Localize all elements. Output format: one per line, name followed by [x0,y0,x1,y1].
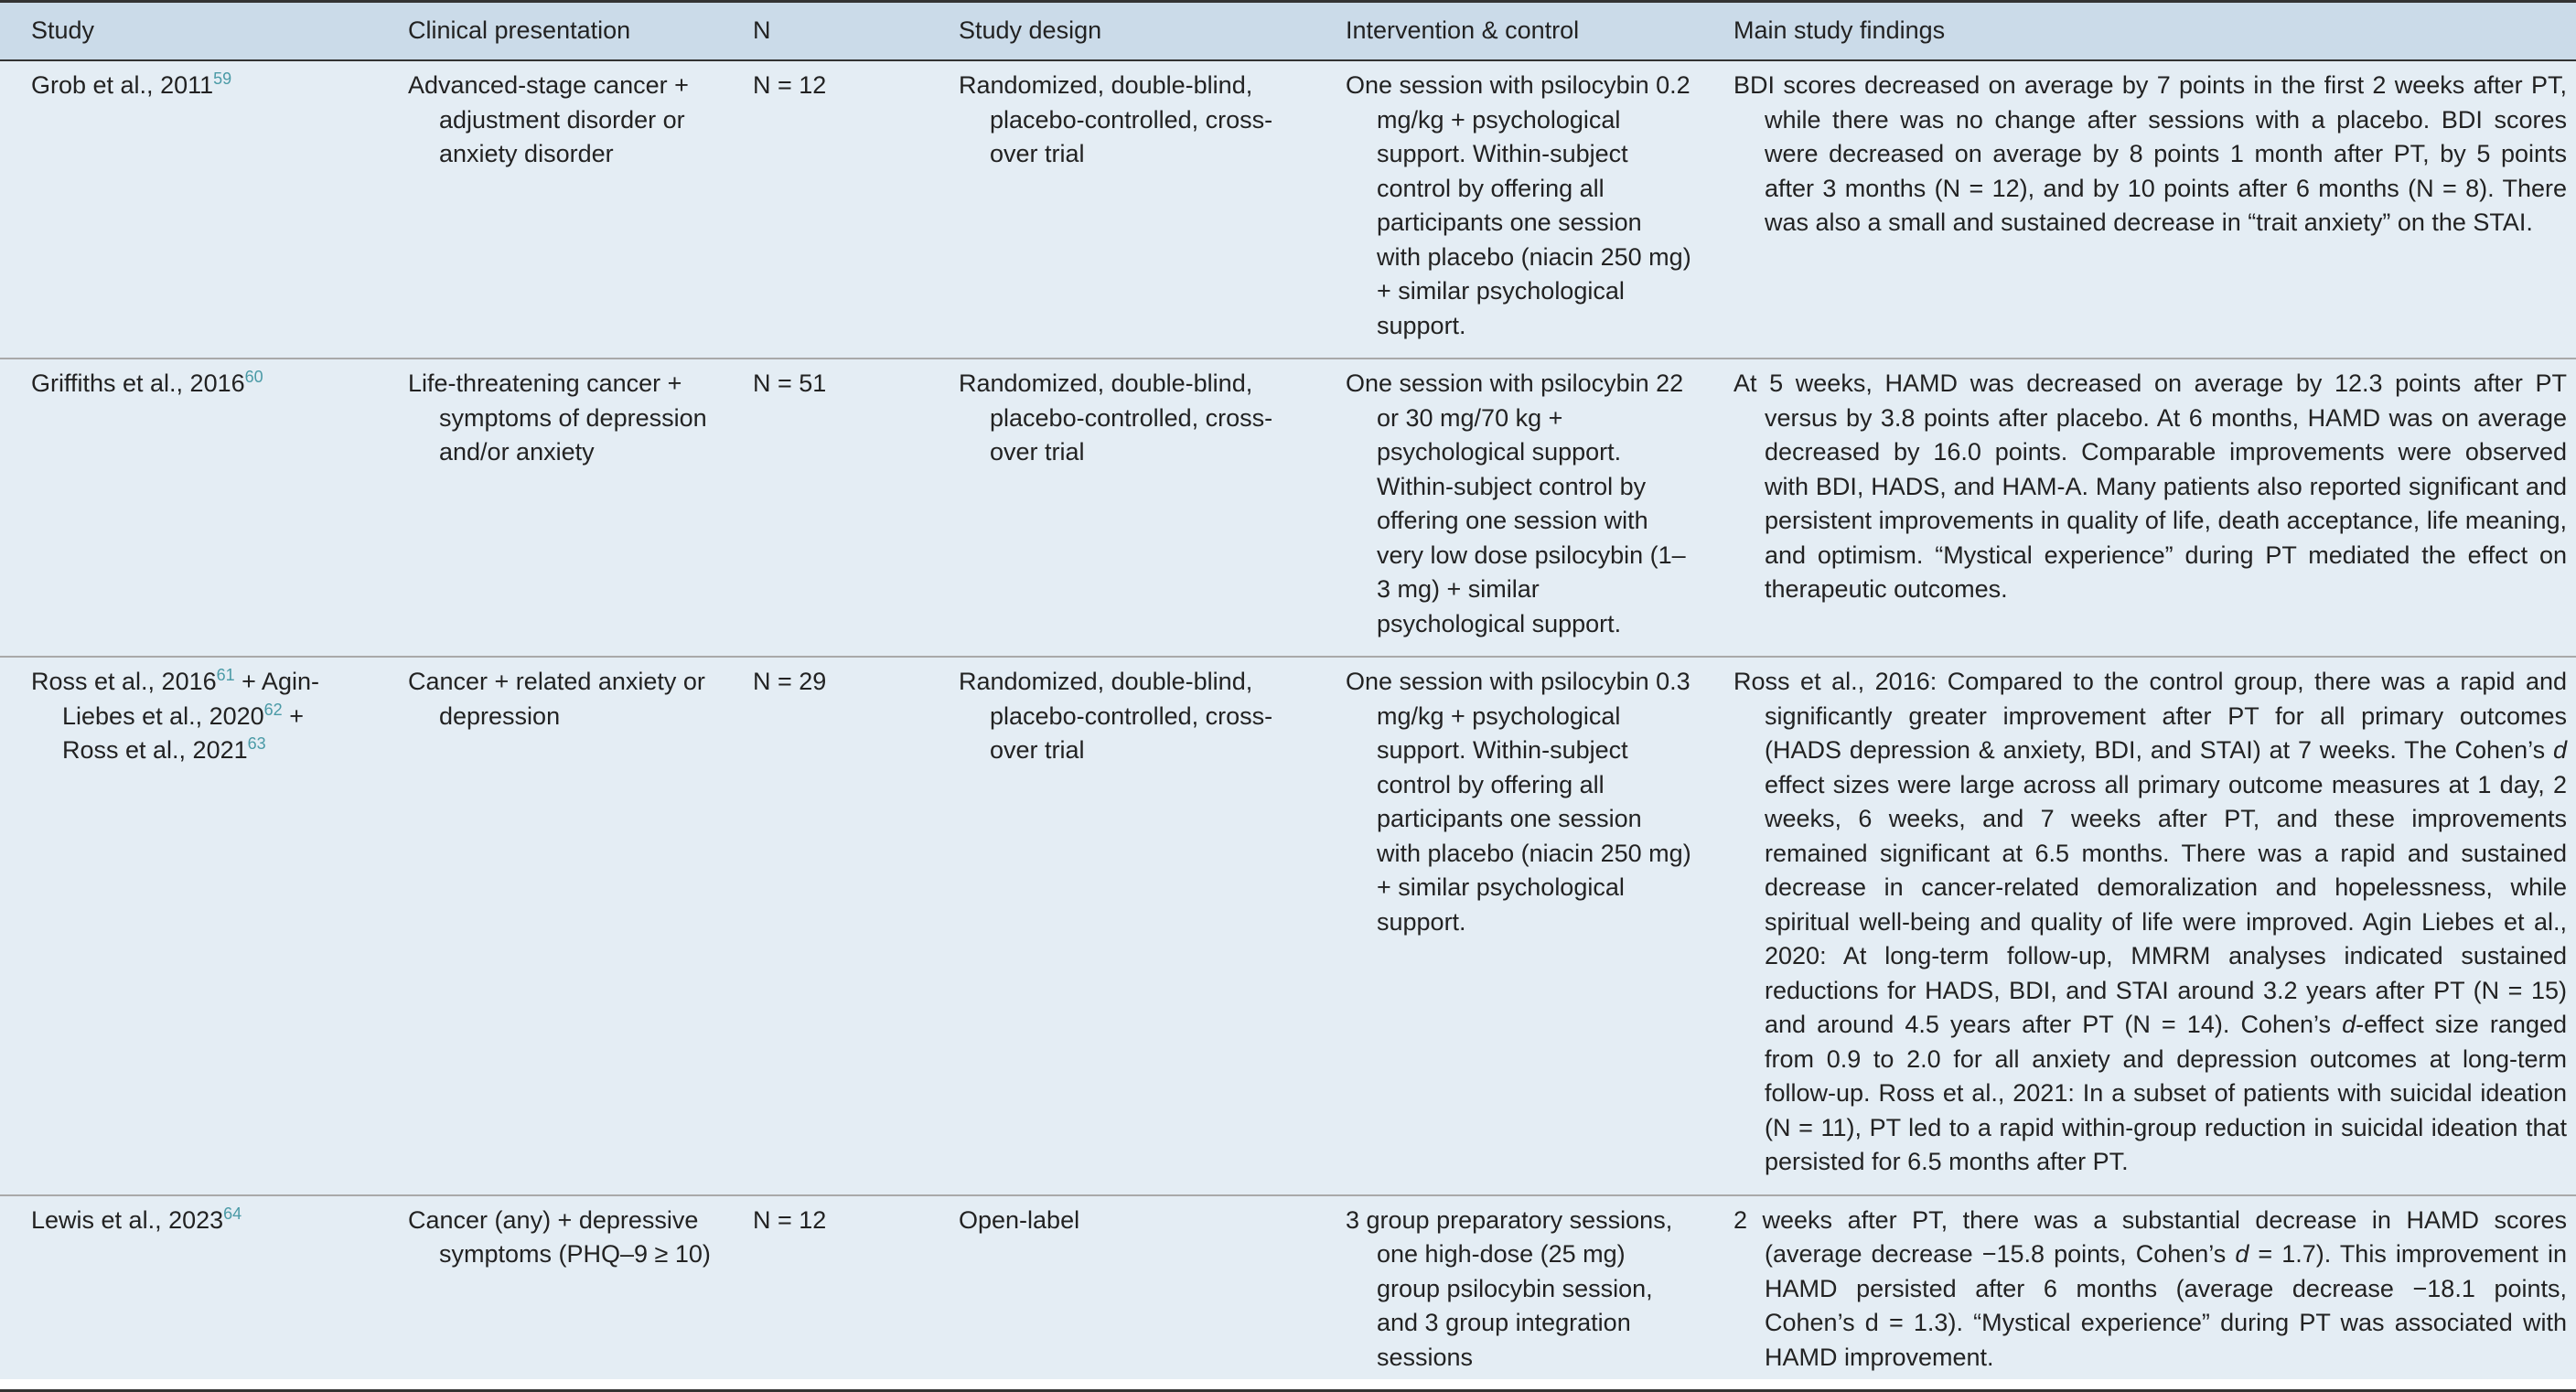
cell-study-design [928,60,1315,359]
cell-intervention [1315,1195,1702,1391]
cell-clinical-presentation [377,60,722,359]
findings-text [1733,1204,2567,1376]
header-n: N [753,16,771,45]
citation-link[interactable]: 63 [247,734,266,753]
cell-n [722,60,928,359]
n-text: N = 12 [753,1205,827,1234]
cell-study [0,359,377,657]
n-text: N = 51 [753,369,827,397]
design-text: Randomized, double-blind, placebo-controlled, cross-over trial [959,369,1273,466]
study-text [31,1204,366,1238]
cell-clinical-presentation [377,359,722,657]
cell-findings [1702,1195,2576,1391]
cell-study-design [928,1195,1315,1391]
study-text [31,367,366,402]
study-name: Lewis et al., 2023 [31,1205,224,1234]
cell-study [0,657,377,1195]
findings-text [1733,665,2567,1180]
header-row [0,2,2576,61]
cell-clinical-presentation [377,657,722,1195]
cell-intervention [1315,359,1702,657]
italic-d: d [2552,736,2567,764]
citation-link[interactable]: 64 [223,1204,242,1223]
table-row [0,359,2576,657]
cell-n [722,657,928,1195]
cell-study [0,60,377,359]
intervention-text: One session with psilocybin 22 or 30 mg/70 kg + psychological support. Within-subject control by offering one session with very low dose psilocybin (1–3 mg) + similar psychological support. [1346,369,1686,637]
intervention-text: One session with psilocybin 0.3 mg/kg + psychological support. Within-subject control by offering all participants one session with placebo (niacin 250 mg) + similar psychological support. [1346,668,1691,936]
study-name: Ross et al., 2016 [31,668,217,695]
study-text [31,69,366,103]
cell-n [722,359,928,657]
findings-part: 2 weeks after PT, there was a substantial decrease in HAMD scores (average decrease −15.8 points, Cohen’s [1733,1205,2567,1268]
citation-link[interactable]: 61 [216,666,235,684]
header-main-findings: Main study findings [1733,16,1946,45]
cell-intervention [1315,657,1702,1195]
table-header [0,2,2576,61]
clinical-text: Cancer (any) + depressive symptoms (PHQ–9 ≥ 10) [408,1205,711,1268]
clinical-text: Advanced-stage cancer + adjustment disorder or anxiety disorder [408,71,689,167]
table-row [0,1195,2576,1391]
clinical-text: Cancer + related anxiety or depression [408,668,705,730]
citation-link[interactable]: 59 [213,70,232,88]
design-text: Randomized, double-blind, placebo-controlled, cross-over trial [959,71,1273,167]
findings-text: BDI scores decreased on average by 7 points in the first 2 weeks after PT, while there was no change after sessions with a placebo. BDI scores were decreased on average by 8 points 1 month after PT, by 5 points after 3 months (N = 12), and by 10 points after 6 months (N = 8). There was also a small and sustained decrease in “trait anxiety” on the STAI. [1733,71,2567,236]
cell-findings [1702,657,2576,1195]
study-name: + Ross et al., 2021 [62,701,304,764]
table-body [0,60,2576,1391]
table-row [0,60,2576,359]
cell-n [722,1195,928,1391]
header-clinical-presentation: Clinical presentation [408,16,631,45]
intervention-text: One session with psilocybin 0.2 mg/kg + psychological support. Within-subject control by offering all participants one session with placebo (niacin 250 mg) + similar psychological support. [1346,71,1691,339]
cell-findings [1702,60,2576,359]
study-text [31,665,366,768]
design-text: Open-label [959,1205,1080,1234]
study-name: Grob et al., 2011 [31,71,214,99]
study-name: + Agin-Liebes et al., 2020 [62,668,319,730]
n-text: N = 29 [753,668,827,695]
citation-link[interactable]: 60 [244,368,263,386]
findings-part: Ross et al., 2016: Compared to the control group, there was a rapid and significantly greater improvement after PT for all primary outcomes (HADS depression & anxiety, BDI, and STAI) at 7 weeks. The Cohen’s [1733,668,2567,764]
header-intervention-control: Intervention & control [1346,16,1580,45]
findings-part: effect sizes were large across all primary outcome measures at 1 day, 2 weeks, 6 weeks, and 7 weeks after PT, and these improvements remained significant at 6.5 months. There was a rapid and sustained decrease in cancer-related demoralization and hopelessness, while spiritual well-being and quality of life were improved. Agin Liebes et al., 2020: At long-term follow-up, MMRM analyses indicated sustained reductions for HADS, BDI, and STAI around 3.2 years after PT (N = 15) and around 4.5 years after PT (N = 14). Cohen’s [1765,770,2567,1038]
header-study-design: Study design [959,16,1102,45]
cell-study-design [928,657,1315,1195]
n-text: N = 12 [753,71,827,99]
cell-clinical-presentation [377,1195,722,1391]
cell-findings [1702,359,2576,657]
study-name: Griffiths et al., 2016 [31,369,245,397]
design-text: Randomized, double-blind, placebo-controlled, cross-over trial [959,668,1273,764]
findings-text: At 5 weeks, HAMD was decreased on average by 12.3 points after PT versus by 3.8 points after placebo. At 6 months, HAMD was on average decreased by 16.0 points. Comparable improvements were observed with BDI, HADS, and HAM-A. Many patients also reported significant and persistent improvements in quality of life, death acceptance, life meaning, and optimism. “Mystical experience” during PT mediated the effect on therapeutic outcomes. [1733,369,2567,603]
cell-study [0,1195,377,1391]
header-study: Study [31,16,95,45]
cell-study-design [928,359,1315,657]
citation-link[interactable]: 62 [263,700,283,719]
table-row [0,657,2576,1195]
cell-intervention [1315,60,1702,359]
italic-d: d [2342,1011,2356,1038]
findings-part: -effect size ranged from 0.9 to 2.0 for all anxiety and depression outcomes at long-term follow-up. Ross et al., 2021: In a subset of patients with suicidal ideation (N = 11), PT led to a rapid within-group reduction in suicidal ideation that persisted for 6.5 months after PT. [1765,1011,2567,1175]
italic-d: d [2235,1240,2249,1268]
findings-part: = 1.7). This improvement in HAMD persisted after 6 months (average decrease −18.1 points, Cohen’s d = 1.3). “Mystical experience” during PT was associated with HAMD improvement. [1765,1240,2567,1371]
intervention-text: 3 group preparatory sessions, one high-dose (25 mg) group psilocybin session, and 3 group integration sessions [1346,1205,1673,1371]
clinical-text: Life-threatening cancer + symptoms of depression and/or anxiety [408,369,707,466]
